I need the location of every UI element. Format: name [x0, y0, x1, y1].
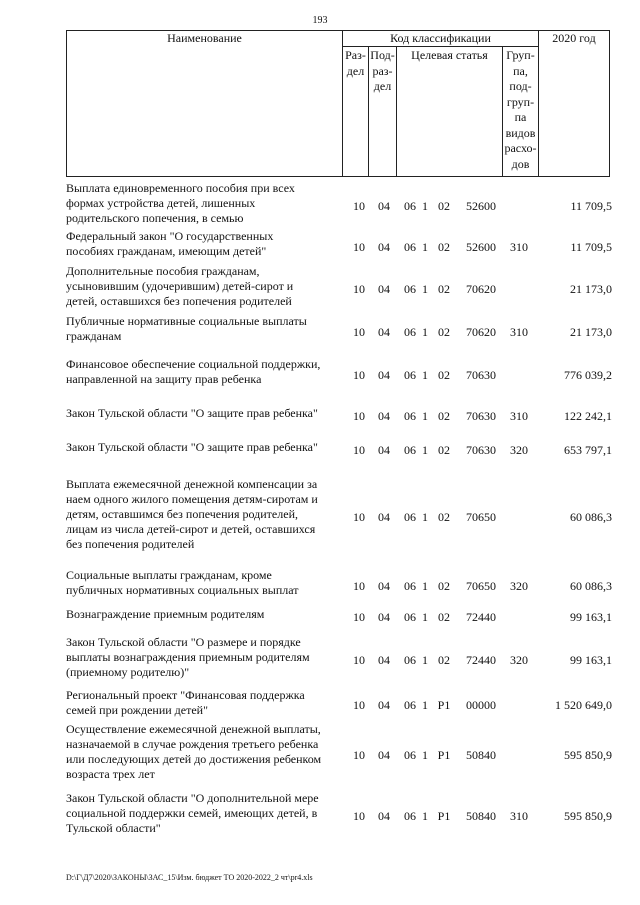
cell-cs4: 50840 — [466, 747, 496, 762]
cell-razdel: 10 — [353, 198, 365, 213]
cell-razdel: 10 — [353, 808, 365, 823]
row-name-line: социальной поддержки семей, имеющих детей, в — [66, 805, 318, 820]
cell-cs2: 1 — [422, 442, 428, 457]
cell-cs3: 02 — [438, 367, 450, 382]
cell-cs2: 1 — [422, 808, 428, 823]
cell-razdel: 10 — [353, 367, 365, 382]
row-name-line: Выплата ежемесячной денежной компенсации за — [66, 476, 318, 491]
row-name — [66, 722, 344, 782]
row-name-line: Социальные выплаты гражданам, кроме — [66, 568, 272, 582]
row-name-line: выплаты вознаграждения приемным родителям — [66, 649, 310, 664]
cell-cs1: 06 — [404, 367, 416, 382]
cell-cs1: 06 — [404, 408, 416, 423]
cell-cs1: 06 — [404, 609, 416, 624]
cell-cs2: 1 — [422, 324, 428, 339]
cell-amount: 21 173,0 — [570, 324, 612, 339]
cell-cs2: 1 — [422, 698, 428, 712]
file-path-footer: D:\Г\Д7\2020\ЗАКОНЫ\ЗАС_15\Изм. бюджет ТО 2020-2022_2 чт\pr4.xls — [66, 873, 313, 882]
row-name — [66, 791, 344, 836]
cell-amount: 99 163,1 — [570, 609, 612, 624]
row-name-line: направленной на защиту прав ребенка — [66, 372, 262, 386]
cell-cs3: 02 — [438, 578, 450, 593]
cell-cs4: 50840 — [466, 808, 496, 823]
row-name — [66, 264, 344, 309]
row-name-line: возраста трех лет — [66, 767, 155, 781]
cell-amount: 595 850,9 — [564, 747, 612, 762]
cell-cs4: 70630 — [466, 367, 496, 382]
header-target-article: Целевая статья — [411, 48, 488, 62]
row-name-line: Дополнительные пособия гражданам, — [66, 264, 260, 278]
cell-razdel: 10 — [353, 652, 365, 667]
cell-cs3: P1 — [437, 698, 451, 712]
cell-cs1: 06 — [404, 747, 416, 762]
cell-podrazdel: 04 — [378, 239, 390, 254]
cell-cs1: 06 — [404, 698, 416, 712]
row-name-line: детей, оставшихся без попечения родителей — [66, 294, 292, 308]
row-name-line: публичных нормативных социальных выплат — [66, 583, 299, 597]
cell-amount: 11 709,5 — [570, 198, 612, 213]
cell-group: 310 — [510, 808, 528, 823]
row-name — [66, 477, 344, 552]
cell-cs4: 70650 — [466, 509, 496, 524]
row-name-line: Закон Тульской области "О размере и порядке — [66, 634, 301, 649]
cell-podrazdel: 04 — [378, 408, 390, 423]
cell-cs3: 02 — [438, 324, 450, 339]
cell-cs4: 70620 — [466, 324, 496, 339]
cell-cs2: 1 — [422, 239, 428, 254]
cell-razdel: 10 — [353, 442, 365, 457]
row-name-line: родительского попечения, в семью — [66, 210, 244, 225]
row-name — [66, 607, 344, 622]
cell-amount: 1 520 649,0 — [555, 698, 612, 712]
cell-cs4: 52600 — [466, 198, 496, 213]
cell-podrazdel: 04 — [378, 698, 390, 712]
table-row — [0, 566, 640, 600]
cell-group: 320 — [510, 442, 528, 457]
row-name-line: Публичные нормативные социальные выплаты — [66, 314, 307, 328]
row-name-line: Финансовое обеспечение социальной поддержки, — [66, 357, 321, 371]
cell-cs1: 06 — [404, 509, 416, 524]
cell-podrazdel: 04 — [378, 198, 390, 213]
cell-cs4: 70630 — [466, 408, 496, 423]
cell-cs3: 02 — [438, 239, 450, 254]
cell-podrazdel: 04 — [378, 578, 390, 593]
table-row — [0, 227, 640, 261]
cell-amount: 595 850,9 — [564, 808, 612, 823]
cell-cs4: 70630 — [466, 442, 496, 457]
cell-amount: 653 797,1 — [564, 442, 612, 457]
row-name-line: без попечения родителей — [66, 536, 195, 551]
cell-razdel: 10 — [353, 747, 365, 762]
cell-group: 310 — [510, 239, 528, 254]
row-name-line: Региональный проект "Финансовая поддержка — [66, 687, 305, 702]
table-row — [0, 629, 640, 685]
row-name — [66, 357, 344, 387]
row-name-line: Закон Тульской области "О защите прав ребенка" — [66, 405, 318, 420]
row-name-line: гражданам — [66, 329, 122, 343]
cell-cs3: 02 — [438, 609, 450, 624]
cell-cs3: 02 — [438, 408, 450, 423]
cell-cs4: 00000 — [466, 698, 496, 712]
cell-cs2: 1 — [422, 652, 428, 667]
cell-cs2: 1 — [422, 408, 428, 423]
cell-cs1: 06 — [404, 578, 416, 593]
cell-razdel: 10 — [353, 698, 365, 712]
cell-cs3: P1 — [437, 747, 451, 762]
table-row — [0, 601, 640, 627]
table-row — [0, 465, 640, 563]
cell-cs2: 1 — [422, 509, 428, 524]
row-name — [66, 229, 344, 259]
cell-cs1: 06 — [404, 198, 416, 213]
row-name-line: пособиях гражданам, имеющим детей" — [66, 244, 267, 258]
row-name — [66, 314, 344, 344]
cell-amount: 60 086,3 — [570, 578, 612, 593]
table-row — [0, 263, 640, 310]
table-row — [0, 431, 640, 463]
cell-podrazdel: 04 — [378, 282, 390, 296]
cell-cs2: 1 — [422, 282, 428, 296]
table-row — [0, 180, 640, 226]
table-row — [0, 397, 640, 429]
cell-podrazdel: 04 — [378, 609, 390, 624]
cell-amount: 60 086,3 — [570, 509, 612, 524]
table-row — [0, 788, 640, 838]
table-row — [0, 349, 640, 395]
cell-razdel: 10 — [353, 408, 365, 423]
cell-group: 310 — [510, 324, 528, 339]
cell-amount: 122 242,1 — [564, 408, 612, 423]
cell-podrazdel: 04 — [378, 324, 390, 339]
row-name-line: Закон Тульской области "О дополнительной мере — [66, 790, 319, 805]
cell-amount: 21 173,0 — [570, 282, 612, 296]
cell-amount: 99 163,1 — [570, 652, 612, 667]
cell-razdel: 10 — [353, 578, 365, 593]
row-name-line: лицам из числа детей-сирот и детей, оставшихся — [66, 521, 316, 536]
cell-razdel: 10 — [353, 239, 365, 254]
page-number: 193 — [312, 15, 328, 26]
cell-razdel: 10 — [353, 282, 365, 296]
cell-cs1: 06 — [404, 282, 416, 296]
header-name: Наименование — [167, 31, 242, 45]
cell-cs4: 72440 — [466, 609, 496, 624]
row-name — [66, 440, 344, 455]
table-row — [0, 311, 640, 347]
cell-cs3: 02 — [438, 282, 450, 296]
header-year: 2020 год — [552, 31, 596, 45]
cell-cs2: 1 — [422, 578, 428, 593]
cell-podrazdel: 04 — [378, 808, 390, 823]
row-name-line: Осуществление ежемесячной денежной выплаты, — [66, 722, 321, 736]
cell-amount: 776 039,2 — [564, 367, 612, 382]
cell-cs4: 72440 — [466, 652, 496, 667]
cell-cs2: 1 — [422, 198, 428, 213]
table-row — [0, 687, 640, 718]
row-name-line: назначаемой в случае рождения третьего ребенка — [66, 737, 319, 751]
cell-amount: 11 709,5 — [570, 239, 612, 254]
cell-cs3: 02 — [438, 442, 450, 457]
row-name-line: Федеральный закон "О государственных — [66, 229, 274, 243]
row-name-line: Вознаграждение приемным родителям — [66, 606, 265, 621]
row-name-line: Тульской области" — [66, 820, 161, 835]
row-name-line: Закон Тульской области "О защите прав ребенка" — [66, 439, 318, 454]
row-name — [66, 568, 344, 598]
cell-podrazdel: 04 — [378, 652, 390, 667]
cell-razdel: 10 — [353, 609, 365, 624]
cell-cs1: 06 — [404, 442, 416, 457]
cell-podrazdel: 04 — [378, 509, 390, 524]
cell-group: 310 — [510, 408, 528, 423]
cell-cs3: 02 — [438, 509, 450, 524]
row-name-line: Выплата единовременного пособия при всех — [66, 180, 295, 195]
cell-podrazdel: 04 — [378, 442, 390, 457]
cell-cs4: 70650 — [466, 578, 496, 593]
row-name-line: усыновившим (удочерившим) детей-сирот и — [66, 279, 294, 293]
row-name-line: наем одного жилого помещения детям-сиротам и — [66, 491, 318, 506]
header-classification-code: Код классификации — [390, 31, 491, 45]
table-row — [0, 718, 640, 786]
cell-cs2: 1 — [422, 367, 428, 382]
cell-cs4: 70620 — [466, 282, 496, 296]
header-podrazdel: Под- раз- дел — [370, 48, 395, 93]
cell-cs4: 52600 — [466, 239, 496, 254]
cell-cs1: 06 — [404, 808, 416, 823]
row-name-line: семей при рождении детей" — [66, 702, 208, 717]
cell-cs2: 1 — [422, 609, 428, 624]
cell-podrazdel: 04 — [378, 367, 390, 382]
cell-cs3: 02 — [438, 198, 450, 213]
cell-cs1: 06 — [404, 239, 416, 254]
cell-group: 320 — [510, 652, 528, 667]
row-name-line: (приемному родителю)" — [66, 664, 190, 679]
row-name — [66, 635, 344, 680]
row-name — [66, 406, 344, 421]
row-name — [66, 688, 344, 718]
cell-group: 320 — [510, 578, 528, 593]
cell-cs2: 1 — [422, 747, 428, 762]
cell-razdel: 10 — [353, 324, 365, 339]
header-razdel: Раз- дел — [345, 48, 366, 78]
cell-cs1: 06 — [404, 324, 416, 339]
row-name-line: формах устройства детей, лишенных — [66, 195, 256, 210]
table-header — [66, 30, 610, 177]
cell-cs3: P1 — [437, 808, 451, 823]
header-group: Груп- па, под- груп- па видов расхо- дов — [504, 48, 537, 171]
row-name-line: детям, оставшимся без попечения родителей, — [66, 506, 298, 521]
cell-cs3: 02 — [438, 652, 450, 667]
cell-razdel: 10 — [353, 509, 365, 524]
cell-podrazdel: 04 — [378, 747, 390, 762]
row-name-line: или последующих детей до достижения ребенком — [66, 752, 322, 766]
cell-cs1: 06 — [404, 652, 416, 667]
row-name — [66, 181, 344, 226]
